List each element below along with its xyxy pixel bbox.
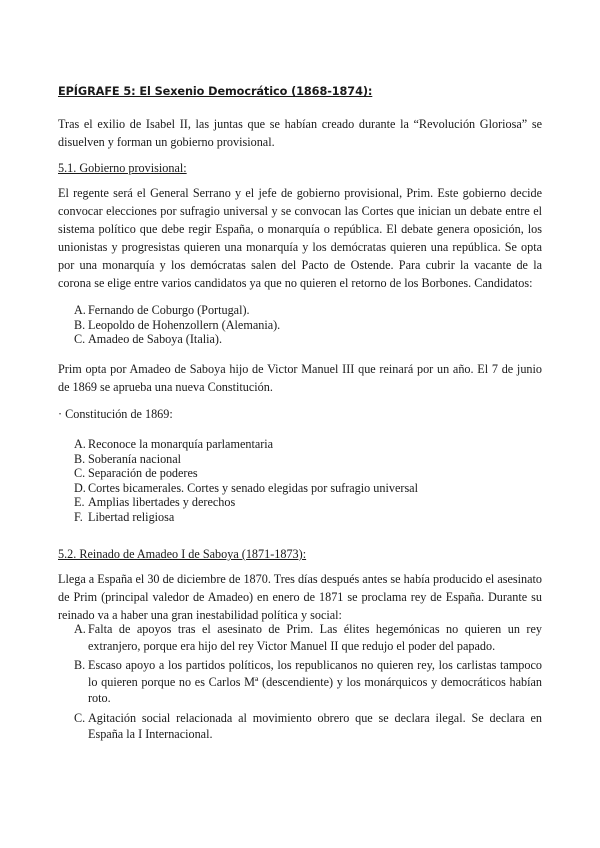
amadeo-paragraph: Llega a España el 30 de diciembre de 1870. Tres días después antes se había producido el asesinato de Prim (principal valedor de Amadeo) en enero de 1871 se proclama rey de España. Durante su reinado va a haber una gran inestabilidad política y social:: [58, 572, 542, 622]
list-item: A. Reconoce la monarquía parlamentaria: [74, 437, 274, 451]
gobierno-paragraph: El regente será el General Serrano y el jefe de gobierno provisional, Prim. Este gobierno decide convocar elecciones por sufragio universal y se convocan las Cortes que inician un debate entre el sistema político que debe regir España, o monarquía o república. El debate genera oposición, los unionistas y progresistas quieren una monarquía y los demócratas quieren una república. Se opta por una monarquía y los demócratas salen del Pacto de Ostende. Para cubrir la vacante de la corona se elige entre varios candidatos ya que no quieren el retorno de los Borbones. Candidatos:: [58, 186, 542, 290]
instability-list: [58, 621, 542, 746]
list-item: A. Falta de apoyos tras el asesinato de Prim. Las élites hegemónicas no quieren un rey extranjero, porque era hijo del rey Victor Manuel II que redujo el poder del papado.: [74, 622, 542, 653]
prim-paragraph: Prim opta por Amadeo de Saboya hijo de Victor Manuel III que reinará por un año. El 7 de junio de 1869 se aprueba una nueva Constitución.: [58, 362, 542, 394]
list-item: C. Amadeo de Saboya (Italia).: [74, 332, 223, 347]
list-item: B. Leopoldo de Hohenzollern (Alemania).: [74, 317, 281, 332]
list-item: A. Fernando de Coburgo (Portugal).: [74, 303, 250, 317]
list-item: B. Soberanía nacional: [74, 451, 182, 466]
list-item: C. Separación de poderes: [74, 466, 198, 481]
list-item: C. Agitación social relacionada al movimiento obrero que se declara ilegal. Se declara en España la I Internacional.: [74, 710, 542, 741]
constitution-heading: · Constitución de 1869:: [58, 407, 173, 421]
section-heading-amadeo: 5.2. Reinado de Amadeo I de Saboya (1871-1873):: [58, 547, 307, 561]
candidates-list: [58, 303, 542, 347]
list-item: D. Cortes bicamerales. Cortes y senado elegidas por sufragio universal: [74, 480, 418, 495]
page-title: EPÍGRAFE 5: El Sexenio Democrático (1868-1874):: [58, 85, 373, 98]
constitution-list: [58, 437, 542, 525]
list-item: B. Escaso apoyo a los partidos políticos, los republicanos no quieren rey, los carlistas tampoco lo quieren porque no es Carlos Mª (descendiente) y los monárquicos y democráticos habían roto.: [74, 658, 542, 705]
list-item: E. Amplias libertades y derechos: [74, 495, 236, 510]
section-heading-gobierno: 5.1. Gobierno provisional:: [58, 161, 187, 175]
list-item: F. Libertad religiosa: [74, 509, 175, 524]
intro-paragraph: Tras el exilio de Isabel II, las juntas que se habían creado durante la “Revolución Gloriosa” se disuelven y forman un gobierno provisional.: [58, 117, 542, 149]
